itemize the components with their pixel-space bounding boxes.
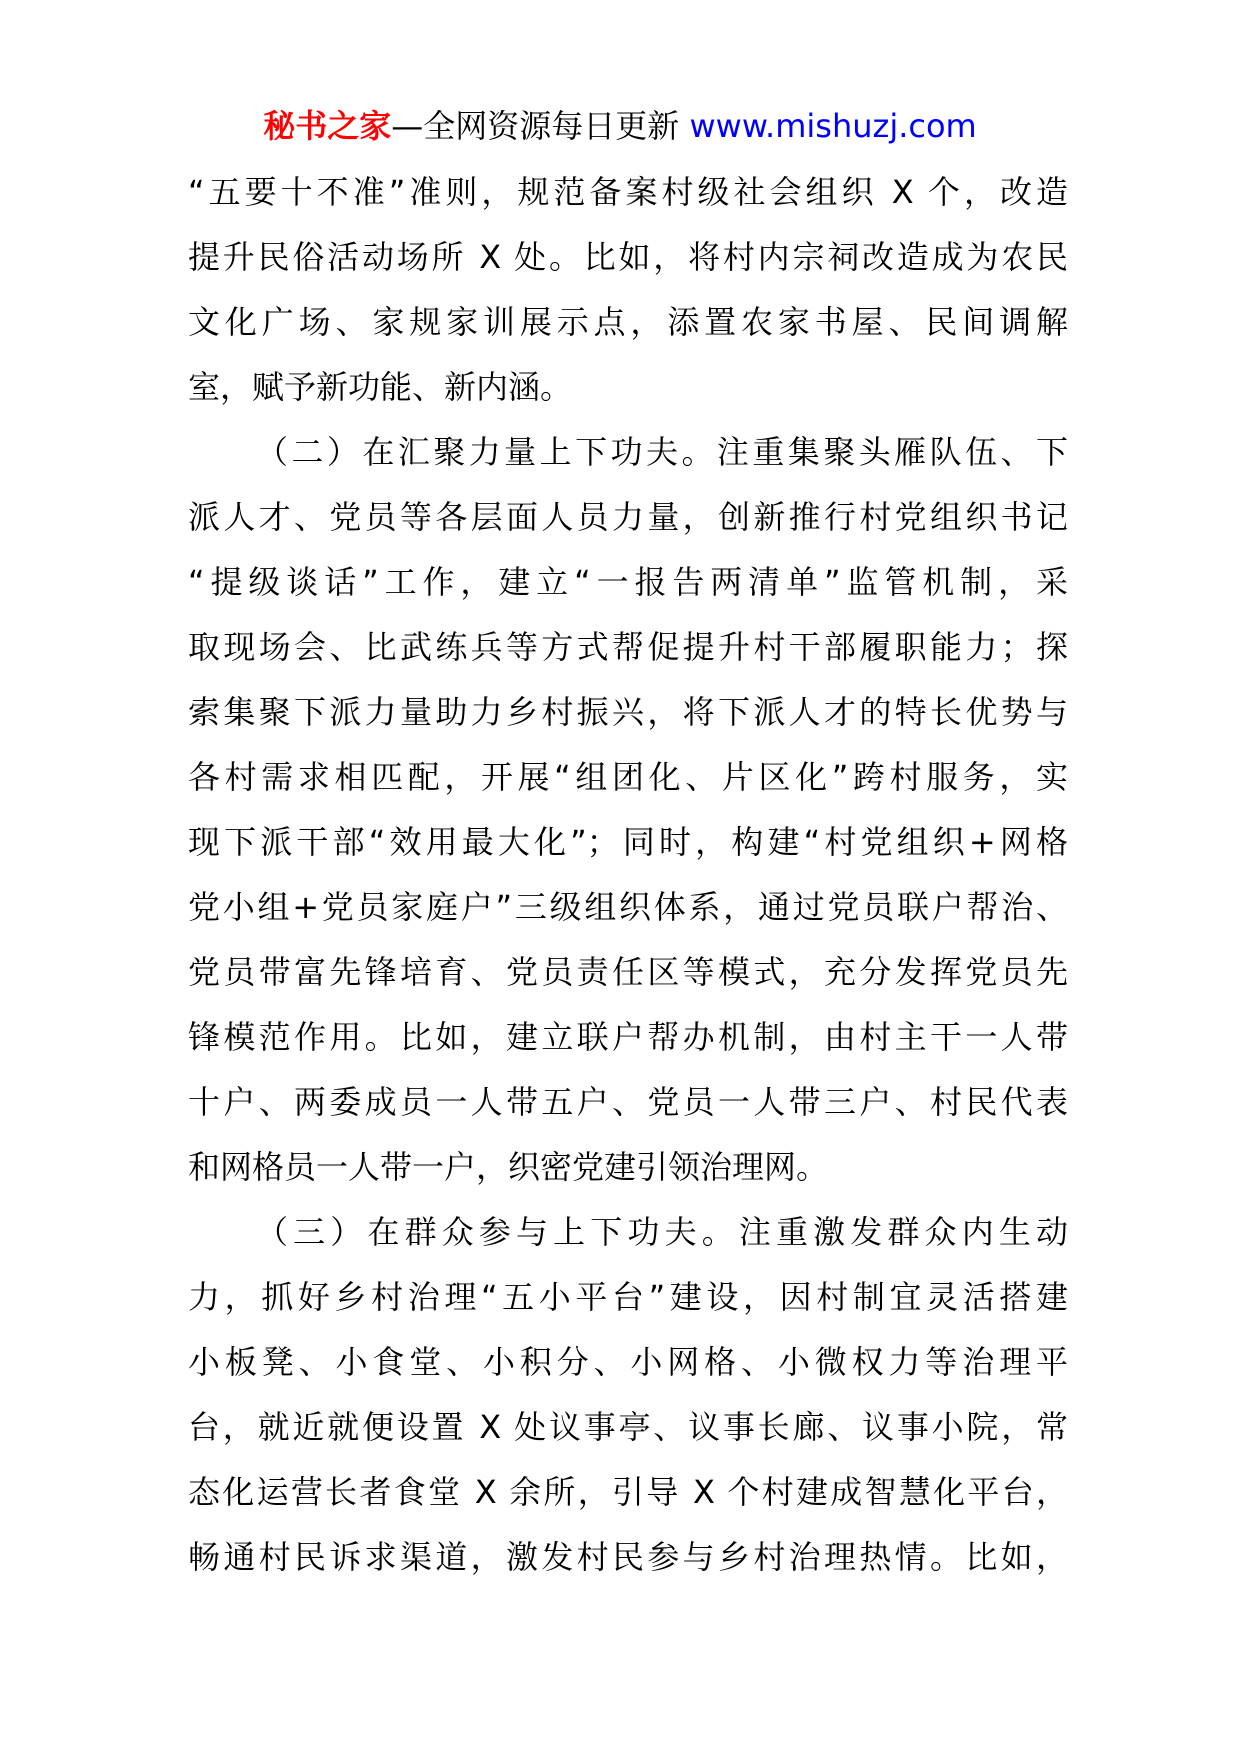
text-line: 锋模范作用。比如，建立联户帮办机制，由村主干一人带 [188, 1018, 1068, 1056]
section-heading-line: （二）在汇聚力量上下功夫。注重集聚头雁队伍、下 [256, 433, 1068, 471]
text-line: 文化广场、家规家训展示点，添置农家书屋、民间调解 [188, 303, 1068, 341]
text-line: 党小组+党员家庭户”三级组织体系，通过党员联户帮治、 [188, 888, 1068, 926]
text-line: 提升民俗活动场所 X 处。比如，将村内宗祠改造成为农民 [188, 238, 1068, 276]
document-body [188, 160, 1068, 1590]
text-line: 和网格员一人带一户，织密党建引领治理网。 [188, 1148, 829, 1186]
text-line: 室，赋予新功能、新内涵。 [188, 368, 573, 406]
text-line: 力，抓好乡村治理“五小平台”建设，因村制宜灵活搭建 [188, 1278, 1068, 1316]
text-line: 取现场会、比武练兵等方式帮促提升村干部履职能力；探 [188, 628, 1068, 666]
watermark-header [0, 96, 1240, 156]
text-line: 索集聚下派力量助力乡村振兴，将下派人才的特长优势与 [188, 693, 1068, 731]
section-heading-line: （三）在群众参与上下功夫。注重激发群众内生动 [256, 1213, 1068, 1251]
site-url[interactable]: www.mishuzj.com [689, 107, 977, 145]
text-line: 畅通村民诉求渠道，激发村民参与乡村治理热情。比如， [188, 1538, 1068, 1576]
text-line: 现下派干部“效用最大化”；同时，构建“村党组织+网格 [188, 823, 1068, 861]
site-brand: 秘书之家 [263, 107, 392, 145]
text-line: 十户、两委成员一人带五户、党员一人带三户、村民代表 [188, 1083, 1068, 1121]
text-line: 台，就近就便设置 X 处议事亭、议事长廊、议事小院，常 [188, 1408, 1068, 1446]
site-slogan: —全网资源每日更新 [391, 107, 690, 145]
text-line: “提级谈话”工作，建立“一报告两清单”监管机制，采 [188, 563, 1068, 601]
text-line: “五要十不准”准则，规范备案村级社会组织 X 个，改造 [188, 173, 1068, 211]
text-line: 派人才、党员等各层面人员力量，创新推行村党组织书记 [188, 498, 1068, 536]
text-line: 小板凳、小食堂、小积分、小网格、小微权力等治理平 [188, 1343, 1068, 1381]
text-line: 态化运营长者食堂 X 余所，引导 X 个村建成智慧化平台， [188, 1473, 1068, 1511]
text-line: 各村需求相匹配，开展“组团化、片区化”跨村服务，实 [188, 758, 1068, 796]
text-line: 党员带富先锋培育、党员责任区等模式，充分发挥党员先 [188, 953, 1068, 991]
